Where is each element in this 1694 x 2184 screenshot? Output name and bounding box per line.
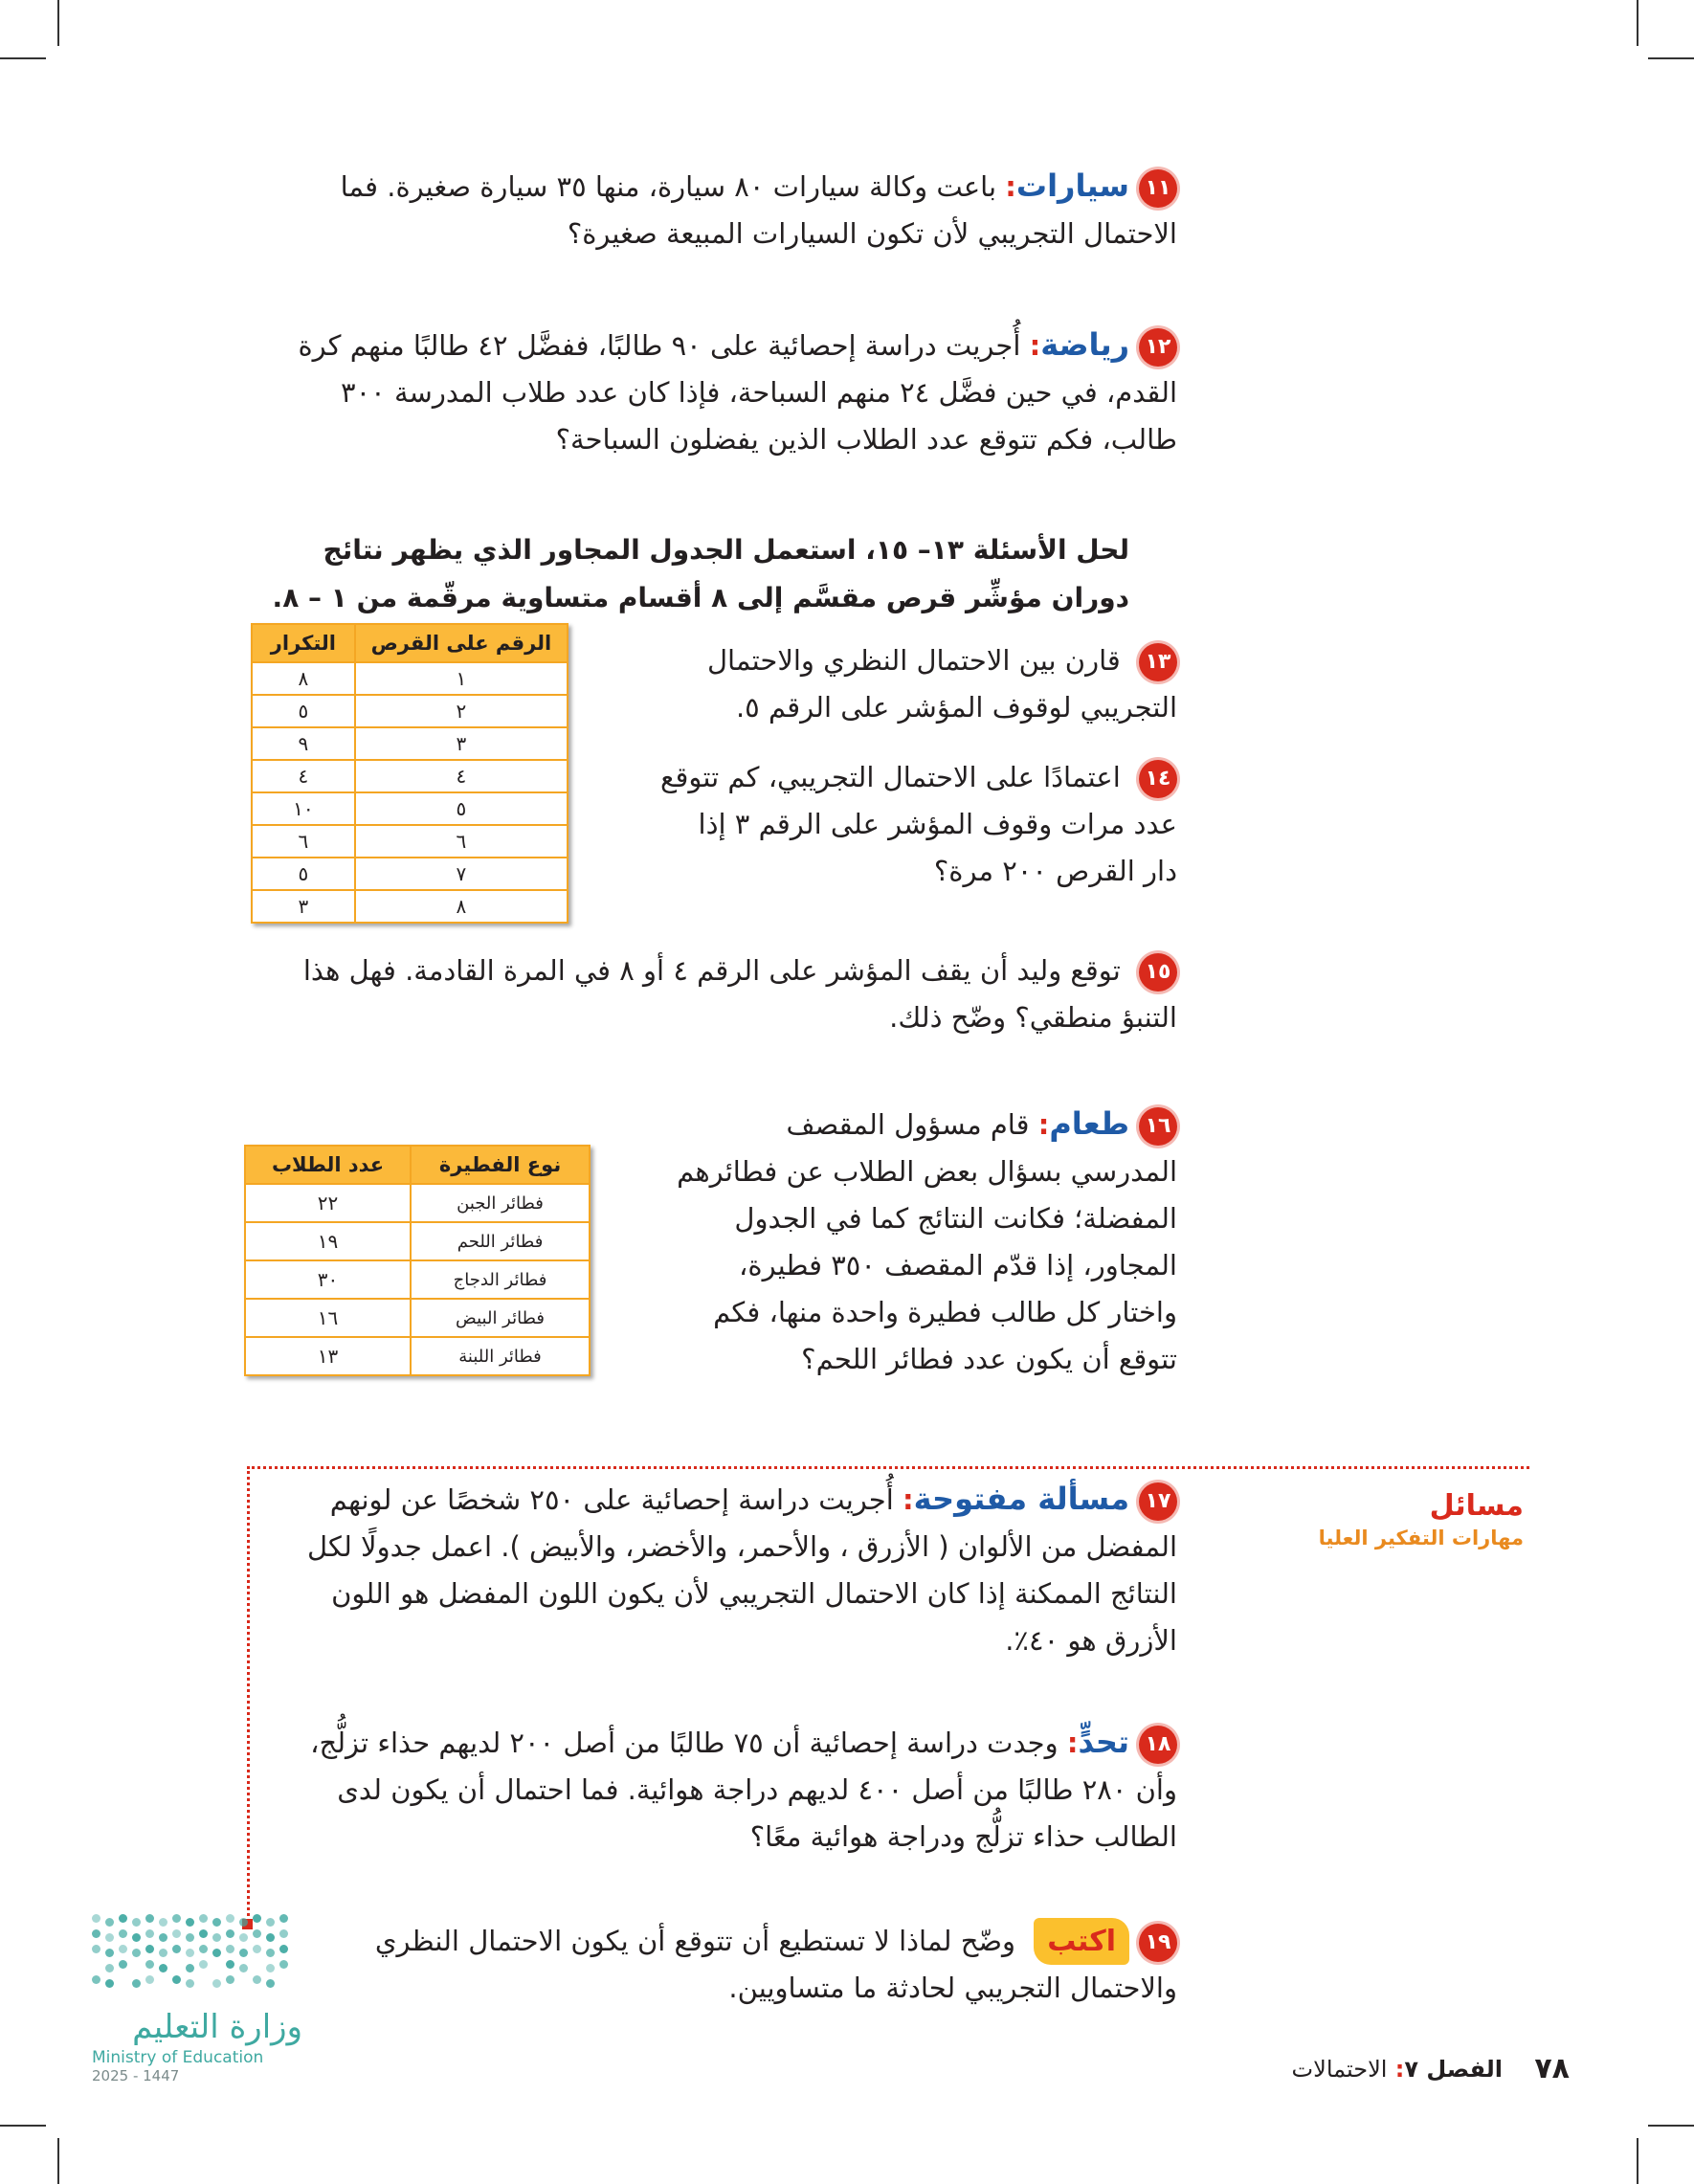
logo-dot <box>279 1960 288 1969</box>
table-header: الرقم على القرص <box>355 624 568 662</box>
logo-dot <box>212 1918 221 1927</box>
table-cell: ٥ <box>252 858 355 890</box>
logo-dot <box>145 1929 154 1938</box>
logo-dot <box>199 1914 208 1923</box>
table-cell: ٣ <box>355 727 568 760</box>
logo-dot <box>145 1975 154 1984</box>
logo-dot <box>92 1975 100 1984</box>
crop-mark <box>1637 0 1638 46</box>
logo-arabic: وزارة التعليم <box>132 2008 302 2046</box>
table-cell: ٥ <box>252 695 355 727</box>
table-cell: ٦ <box>252 825 355 858</box>
question-text: وجدت دراسة إحصائية أن ٧٥ طالبًا من أصل ٢٠٠ لديهم حذاء تزلُّج، وأن ٢٨٠ طالبًا من أصل ٤٠٠ لديهم دراجة هوائية. فما احتمال أن يكون لدى الطالب حذاء تزلُّج ودراجة هوائية معًا؟ <box>310 1727 1177 1853</box>
logo-dot <box>266 1933 275 1942</box>
table-cell: ١ <box>355 662 568 695</box>
table-cell: فطائر الجبن <box>411 1184 590 1222</box>
table-cell: ٤ <box>252 760 355 792</box>
question-number-badge: ١٧ <box>1139 1482 1177 1521</box>
table-cell: ١٩ <box>245 1222 411 1260</box>
section-title: مسائل <box>1429 1489 1524 1523</box>
logo-dot <box>253 1914 261 1923</box>
logo-dot <box>145 1914 154 1923</box>
logo-dot <box>212 1933 221 1942</box>
logo-dot <box>186 1964 194 1972</box>
table-cell: ٨ <box>355 890 568 923</box>
crop-mark <box>57 0 59 46</box>
question-number-badge: ١٢ <box>1139 328 1177 367</box>
logo-dot <box>266 1964 275 1972</box>
table-cell: ٣ <box>252 890 355 923</box>
write-badge: اكتب <box>1034 1918 1129 1965</box>
chapter-number: الفصل ٧ <box>1404 2056 1503 2083</box>
table-row <box>245 1222 590 1260</box>
logo-dot <box>132 1949 141 1957</box>
logo-dot <box>279 1914 288 1923</box>
table-row <box>245 1260 590 1299</box>
logo-dot <box>239 1933 248 1942</box>
section-divider <box>247 1466 1529 1469</box>
logo-dot <box>105 1933 114 1942</box>
question-text: اعتمادًا على الاحتمال التجريبي، كم تتوقع عدد مرات وقوف المؤشر على الرقم ٣ إذا دار القرص ٢٠٠ مرة؟ <box>660 761 1177 887</box>
question-text: قام مسؤول المقصف المدرسي بسؤال بعض الطلاب عن فطائرهم المفضلة؛ فكانت النتائج كما في الجدول المجاور، إذا قدّم المقصف ٣٥٠ فطيرة، واختار كل طالب فطيرة واحدة منها، فكم تتوقع أن يكون عدد فطائر اللحم؟ <box>677 1108 1177 1375</box>
logo-dot <box>279 1929 288 1938</box>
logo-dot <box>239 1949 248 1957</box>
table-cell: فطائر اللبنة <box>411 1337 590 1375</box>
logo-dot <box>253 1945 261 1953</box>
table-cell: ٢٢ <box>245 1184 411 1222</box>
logo-dot <box>253 1975 261 1984</box>
keyword-colon: : <box>1037 1108 1050 1141</box>
table-cell: ٥ <box>355 792 568 825</box>
question-19 <box>325 1918 1177 2012</box>
keyword-colon: : <box>1005 170 1016 203</box>
keyword-colon: : <box>1029 329 1041 362</box>
crop-mark <box>1648 57 1694 59</box>
table-cell: ١٠ <box>252 792 355 825</box>
question-number-badge: ١٥ <box>1139 953 1177 992</box>
logo-year: 2025 - 1447 <box>92 2067 180 2084</box>
logo-dot <box>119 1929 127 1938</box>
logo-dot <box>119 1945 127 1953</box>
logo-dot <box>172 1945 181 1953</box>
logo-dot <box>226 1960 234 1969</box>
table-row <box>252 760 568 792</box>
table-cell: ٧ <box>355 858 568 890</box>
table-row <box>245 1184 590 1222</box>
logo-dot <box>172 1914 181 1923</box>
logo-dot <box>92 1945 100 1953</box>
question-keyword: مسألة مفتوحة <box>913 1481 1129 1517</box>
logo-english: Ministry of Education <box>92 2048 264 2067</box>
chapter-title: الاحتمالات <box>1291 2056 1388 2083</box>
logo-dot <box>239 1964 248 1972</box>
question-keyword: سيارات <box>1015 167 1129 204</box>
logo-dot <box>186 1918 194 1927</box>
question-16 <box>675 1101 1177 1383</box>
table-header: نوع الفطيرة <box>411 1146 590 1184</box>
question-14 <box>660 754 1177 895</box>
table-cell: ٦ <box>355 825 568 858</box>
section-divider <box>247 1466 250 1916</box>
logo-dots-icon <box>92 1914 302 2000</box>
table-cell: ٤ <box>355 760 568 792</box>
logo-dot <box>199 1945 208 1953</box>
question-text: أُجريت دراسة إحصائية على ٩٠ طالبًا، ففضَّل ٤٢ طالبًا منهم كرة القدم، في حين فضَّل ٢٤ منهم السباحة، فإذا كان عدد طلاب المدرسة ٣٠٠ طالب، فكم تتوقع عدد الطلاب الذين يفضلون السباحة؟ <box>298 329 1177 456</box>
table-cell: ٩ <box>252 727 355 760</box>
question-text: أُجريت دراسة إحصائية على ٢٥٠ شخصًا عن لونهم المفضل من الألوان ( الأزرق ، والأحمر، والأخضر، والأبيض ). اعمل جدولًا لكل النتائج الممكنة إذا كان الاحتمال التجريبي لأن يكون اللون المفضل هو اللون الأزرق هو ٤٠٪. <box>307 1483 1177 1657</box>
logo-dot <box>199 1960 208 1969</box>
logo-dot <box>92 1914 100 1923</box>
table-cell: فطائر الدجاج <box>411 1260 590 1299</box>
table-header: عدد الطلاب <box>245 1146 411 1184</box>
question-number-badge: ١٤ <box>1139 760 1177 798</box>
crop-mark <box>0 2125 46 2127</box>
question-number-badge: ١٦ <box>1139 1107 1177 1146</box>
question-keyword: رياضة <box>1040 326 1129 363</box>
table-cell: ١٦ <box>245 1299 411 1337</box>
table-cell: فطائر اللحم <box>411 1222 590 1260</box>
question-text: قارن بين الاحتمال النظري والاحتمال التجريبي لوقوف المؤشر على الرقم ٥. <box>706 644 1177 724</box>
logo-dot <box>119 1914 127 1923</box>
logo-dot <box>253 1929 261 1938</box>
logo-dot <box>172 1929 181 1938</box>
keyword-colon: : <box>1066 1727 1079 1759</box>
question-12 <box>258 322 1177 463</box>
logo-dot <box>132 1933 141 1942</box>
spinner-frequency-table <box>251 623 568 924</box>
crop-mark <box>1648 2125 1694 2127</box>
logo-dot <box>159 1918 167 1927</box>
section-subtitle: مهارات التفكير العليا <box>1318 1527 1524 1549</box>
question-17 <box>258 1476 1177 1664</box>
logo-dot <box>212 1979 221 1988</box>
logo-dot <box>105 1949 114 1957</box>
question-text: باعت وكالة سيارات ٨٠ سيارة، منها ٣٥ سيارة صغيرة. فما الاحتمال التجريبي لأن تكون السيارات المبيعة صغيرة؟ <box>340 170 1177 250</box>
table-cell: فطائر البيض <box>411 1299 590 1337</box>
keyword-colon: : <box>903 1483 914 1516</box>
question-number-badge: ١٨ <box>1139 1726 1177 1764</box>
question-18 <box>287 1719 1177 1861</box>
table-row <box>252 695 568 727</box>
pie-preference-table <box>244 1145 591 1376</box>
question-text: توقع وليد أن يقف المؤشر على الرقم ٤ أو ٨ في المرة القادمة. فهل هذا التنبؤ منطقي؟ وضّح ذلك. <box>302 954 1177 1034</box>
question-keyword: طعام <box>1049 1105 1129 1142</box>
logo-dot <box>105 1918 114 1927</box>
question-11 <box>258 163 1177 257</box>
logo-dot <box>226 1929 234 1938</box>
instructions-13-15: لحل الأسئلة ١٣– ١٥، استعمل الجدول المجاور الذي يظهر نتائج دوران مؤشِّر قرص مقسَّم إلى ٨ أقسام متساوية مرقّمة من ١ – ٨. <box>272 534 1129 613</box>
logo-dot <box>199 1929 208 1938</box>
ministry-logo <box>92 1914 312 2086</box>
crop-mark <box>0 57 46 59</box>
footer-colon: : <box>1394 2056 1405 2083</box>
question-15 <box>287 947 1177 1041</box>
logo-dot <box>172 1975 181 1984</box>
logo-dot <box>132 1979 141 1988</box>
table-cell: ٢ <box>355 695 568 727</box>
logo-dot <box>212 1949 221 1957</box>
table-row <box>245 1337 590 1375</box>
logo-dot <box>132 1918 141 1927</box>
logo-dot <box>266 1918 275 1927</box>
logo-dot <box>279 1945 288 1953</box>
page-footer <box>1215 2052 1579 2094</box>
logo-dot <box>226 1945 234 1953</box>
question-number-badge: ١١ <box>1139 169 1177 208</box>
table-row <box>252 825 568 858</box>
logo-dot <box>186 1933 194 1942</box>
table-header: التكرار <box>252 624 355 662</box>
logo-dot <box>105 1964 114 1972</box>
table-row <box>245 1299 590 1337</box>
table-row <box>252 662 568 695</box>
logo-dot <box>186 1949 194 1957</box>
logo-dot <box>159 1933 167 1942</box>
crop-mark <box>57 2138 59 2184</box>
table-row <box>252 890 568 923</box>
logo-dot <box>186 1979 194 1988</box>
logo-dot <box>105 1979 114 1988</box>
logo-dot <box>145 1960 154 1969</box>
logo-dot <box>119 1960 127 1969</box>
chapter-label <box>1292 2056 1503 2083</box>
table-row <box>252 727 568 760</box>
logo-dot <box>266 1949 275 1957</box>
question-keyword: تحدٍّ <box>1078 1724 1129 1760</box>
logo-dot <box>239 1918 248 1927</box>
logo-dot <box>92 1929 100 1938</box>
table-row <box>252 858 568 890</box>
section-label <box>1263 1489 1524 1552</box>
question-text: وضّح لماذا لا تستطيع أن تتوقع أن يكون الاحتمال النظري والاحتمال التجريبي لحادثة ما متساويين. <box>374 1925 1177 2004</box>
question-number-badge: ١٩ <box>1139 1924 1177 1962</box>
question-13 <box>689 637 1177 731</box>
logo-dot <box>266 1979 275 1988</box>
logo-dot <box>226 1975 234 1984</box>
question-number-badge: ١٣ <box>1139 643 1177 681</box>
logo-dot <box>159 1964 167 1972</box>
logo-dot <box>159 1949 167 1957</box>
table-row <box>252 792 568 825</box>
page-number: ٧٨ <box>1534 2052 1570 2085</box>
table-cell: ٣٠ <box>245 1260 411 1299</box>
table-cell: ٨ <box>252 662 355 695</box>
logo-dot <box>226 1914 234 1923</box>
table-cell: ١٣ <box>245 1337 411 1375</box>
logo-dot <box>145 1945 154 1953</box>
crop-mark <box>1637 2138 1638 2184</box>
